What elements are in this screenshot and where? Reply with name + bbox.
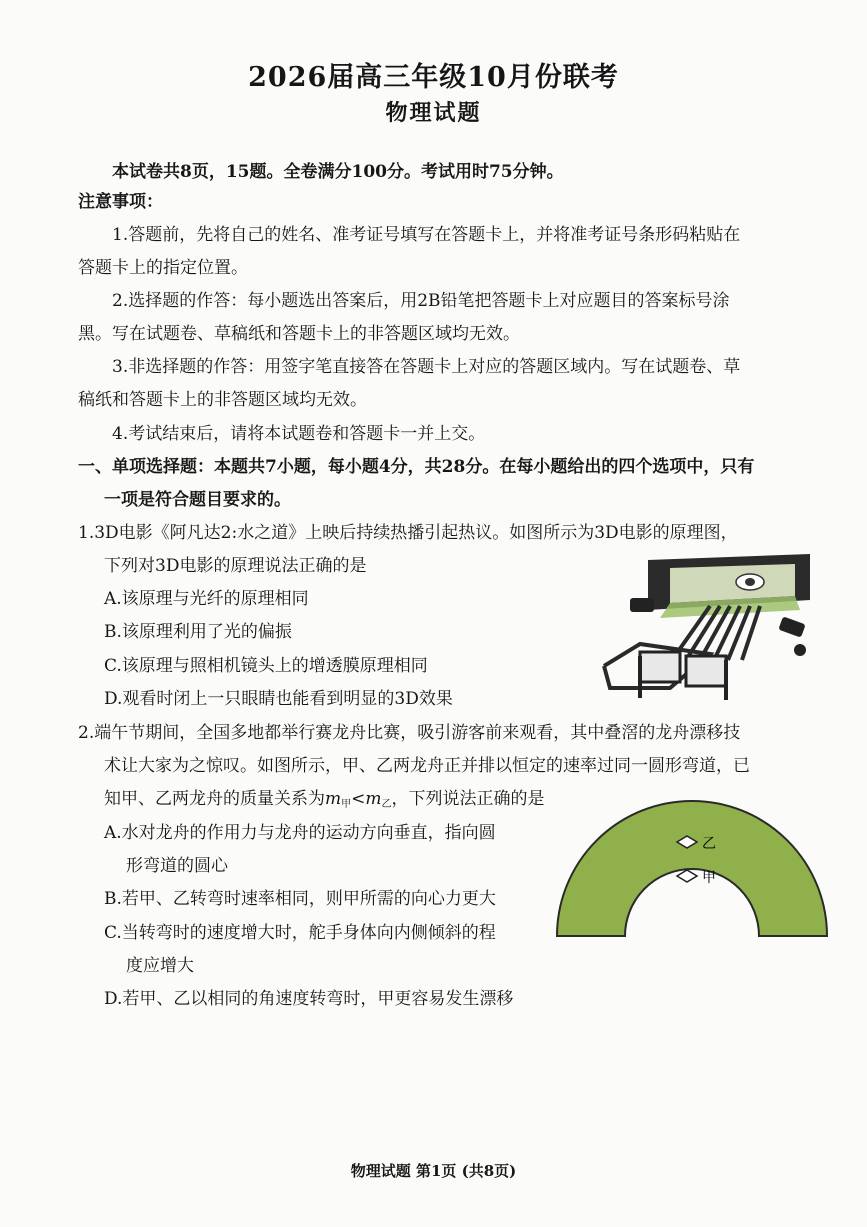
note-1-line-2: 答题卡上的指定位置。 [78, 258, 248, 278]
q2-stem-line-1: 2.端午节期间，全国多地都举行赛龙舟比赛，吸引游客前来观看，其中叠滘的龙舟漂移技 [78, 723, 741, 743]
boat-jia [677, 870, 716, 886]
note-1-line-1: 1.答题前，先将自己的姓名、准考证号填写在答题卡上，并将准考证号条形码粘贴在 [112, 225, 741, 245]
mass-subscript-yi: 乙 [381, 799, 392, 810]
q2-option-b: B.若甲、乙转弯时速率相同，则甲所需的向心力更大 [104, 889, 496, 909]
q2-option-c-line-2: 度应增大 [126, 956, 194, 976]
mass-symbol-yi: m [365, 789, 382, 809]
note-2-line-1: 2.选择题的作答：每小题选出答案后，用2B铅笔把答题卡上对应题目的答案标号涂 [112, 291, 730, 311]
q2-stem-line-2: 术让大家为之惊叹。如图所示，甲、乙两龙舟正并排以恒定的速率过同一圆形弯道，已 [104, 756, 750, 776]
mass-subscript-jia: 甲 [341, 799, 352, 810]
page-title: 2026届高三年级10月份联考 [248, 62, 619, 93]
q2-option-d: D.若甲、乙以相同的角速度转弯时，甲更容易发生漂移 [104, 989, 514, 1009]
mass-symbol-jia: m [325, 789, 342, 809]
boat-label-jia: 甲 [702, 870, 716, 886]
q1-stem-line-2: 下列对3D电影的原理说法正确的是 [104, 556, 367, 576]
note-4-line-1: 4.考试结束后，请将本试题卷和答题卡一并上交。 [112, 424, 486, 444]
q1-stem-line-1: 1.3D电影《阿凡达2:水之道》上映后持续热播引起热议。如图所示为3D电影的原理图， [78, 523, 738, 543]
exam-intro: 本试卷共8页，15题。全卷满分100分。考试用时75分钟。 [112, 162, 564, 182]
q1-option-b: B.该原理利用了光的偏振 [104, 622, 292, 642]
section-1-heading-cont: 一项是符合题目要求的。 [104, 490, 291, 510]
q1-3d-cinema-figure [600, 548, 828, 708]
q2-stem-line-3-post: ，下列说法正确的是 [391, 789, 545, 809]
note-2-line-2: 黑。写在试题卷、草稿纸和答题卡上的非答题区域均无效。 [78, 324, 520, 344]
q1-option-d: D.观看时闭上一只眼睛也能看到明显的3D效果 [104, 689, 453, 709]
notes-heading: 注意事项： [78, 192, 163, 212]
q2-stem-line-3-pre: 知甲、乙两龙舟的质量关系为 [104, 789, 325, 809]
section-1-heading: 一、单项选择题：本题共7小题，每小题4分，共28分。在每小题给出的四个选项中，只有 [78, 457, 755, 477]
q2-bend-figure [553, 792, 831, 940]
less-than-sign: < [351, 789, 366, 809]
q1-option-a: A.该原理与光纤的原理相同 [104, 589, 309, 609]
q2-option-a-line-2: 形弯道的圆心 [126, 856, 228, 876]
page-footer: 物理试题 第1页 (共8页) [350, 1162, 517, 1180]
note-3-line-1: 3.非选择题的作答：用签字笔直接答在答题卡上对应的答题区域内。写在试题卷、草 [112, 357, 741, 377]
page-subtitle: 物理试题 [385, 100, 482, 126]
note-3-line-2: 稿纸和答题卡上的非答题区域均无效。 [78, 390, 367, 410]
boat-label-yi: 乙 [702, 836, 716, 852]
q2-option-a-line-1: A.水对龙舟的作用力与龙舟的运动方向垂直，指向圆 [104, 823, 496, 843]
q2-option-c-line-1: C.当转弯时的速度增大时，舵手身体向内侧倾斜的程 [104, 923, 496, 943]
q1-option-c: C.该原理与照相机镜头上的增透膜原理相同 [104, 656, 428, 676]
q2-stem-line-3 [104, 788, 545, 816]
